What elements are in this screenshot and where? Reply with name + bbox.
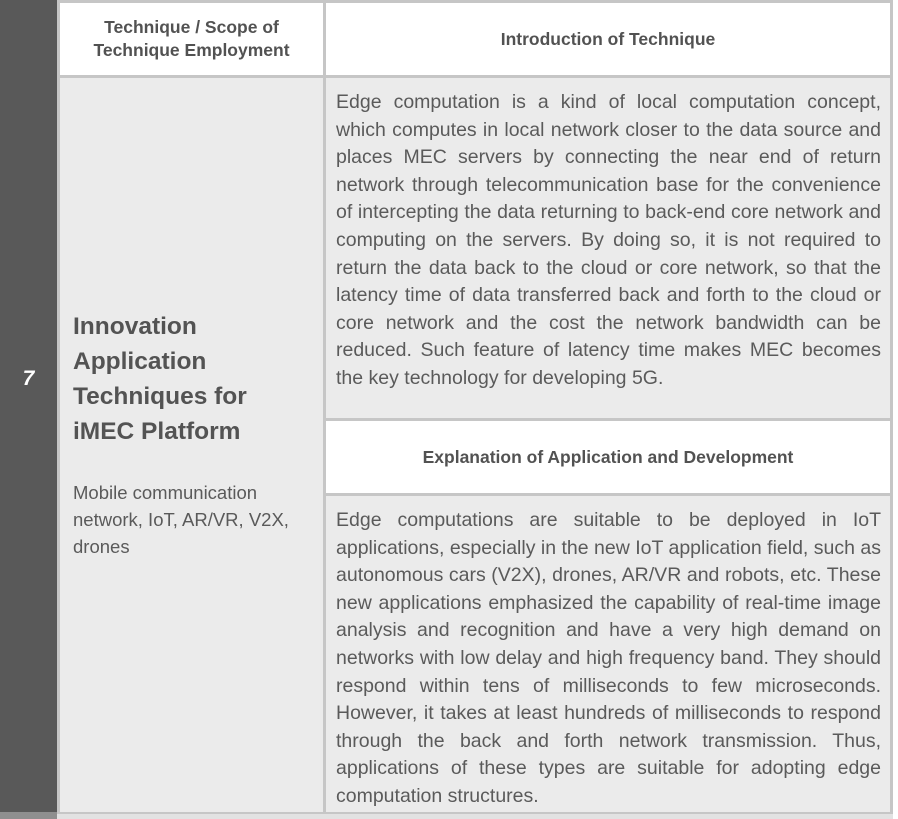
- row-number-strip-footer: [0, 812, 57, 819]
- introduction-text: Edge computation is a kind of local computation concept, which computes in local network closer to the data source and places MEC servers by connecting the near end of return network through telecommunication base for the convenience of intercepting the data returning to back-end core network and computing on the servers. By doing so, it is not required to return the data back to the cloud or core network, so that the latency time of data transferred back and forth to the cloud or core network and the cost the network bandwidth can be reduced. Such feature of latency time makes MEC becomes the key technology for developing 5G.: [326, 78, 890, 418]
- next-row-edge: [57, 812, 893, 819]
- technique-cell: [60, 78, 323, 819]
- header-technique-scope: Technique / Scope of Technique Employment: [60, 3, 323, 75]
- row-number: 7: [22, 366, 35, 390]
- header-explanation: Explanation of Application and Development: [326, 421, 890, 493]
- technique-title: Innovation Application Techniques for iMEC Platform: [73, 312, 247, 445]
- header-introduction: Introduction of Technique: [326, 3, 890, 75]
- technique-table: [57, 0, 893, 812]
- technique-scope: Mobile communication network, IoT, AR/VR, V2X, drones: [73, 481, 289, 557]
- row-number-strip: [0, 0, 57, 812]
- explanation-text: Edge computations are suitable to be deployed in IoT applications, especially in the new IoT application field, such as autonomous cars (V2X), drones, AR/VR and robots, etc. These new applications emphasized the capability of real-time image analysis and recognition and have a very high demand on networks with low delay and high frequency band. They should respond within tens of milliseconds to few microseconds. However, it takes at least hundreds of milliseconds to respond through the back and forth network transmission. Thus, applications of these types are suitable for adopting edge computation structures.: [326, 496, 890, 819]
